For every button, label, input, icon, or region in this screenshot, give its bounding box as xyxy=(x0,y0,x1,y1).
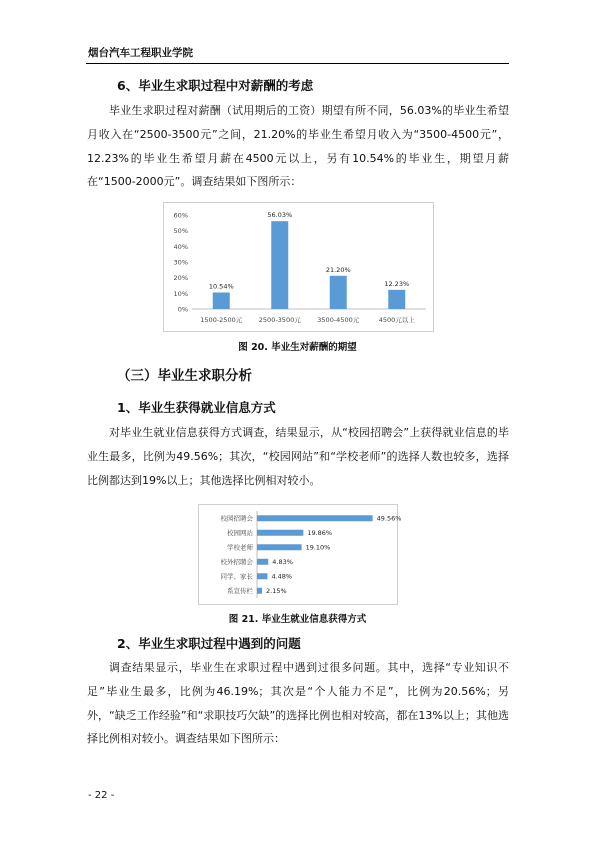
header-rule xyxy=(86,63,509,64)
bar xyxy=(330,276,347,309)
info-source-bar-chart xyxy=(199,505,402,604)
category-label: 校园招聘会 xyxy=(220,514,253,523)
data-label: 56.03% xyxy=(267,211,293,220)
y-tick-label: 10% xyxy=(173,289,188,298)
data-label: 10.54% xyxy=(208,282,234,291)
section-1-heading: 1、毕业生获得就业信息方式 xyxy=(117,400,276,415)
bar xyxy=(257,559,268,565)
category-label: 同学、家长 xyxy=(220,572,253,581)
data-label: 19.10% xyxy=(305,543,331,552)
data-label: 4.83% xyxy=(272,558,293,567)
section-2-paragraph: 调查结果显示，毕业生在求职过程中遇到过很多问题。其中，选择“专业知识不足”毕业生最多，比例为46.19%；其次是“个人能力不足”，比例为20.56%；另外，“缺乏工作经验”和“求职技巧欠缺”的选择比例也相对较高，都在13%以上；其他选择比例相对较小。调查结果如下图所示： xyxy=(87,661,509,746)
section-2-heading: 2、毕业生求职过程中遇到的问题 xyxy=(117,636,301,651)
category-label: 校园网站 xyxy=(227,529,253,538)
bar xyxy=(388,290,405,309)
category-label: 学校老师 xyxy=(227,543,253,552)
section-6-paragraph: 毕业生求职过程对薪酬（试用期后的工资）期望有所不同，56.03%的毕业生希望月收入在“2500-3500元”之间，21.20%的毕业生希望月收入为“3500-4500元”，12.23%的毕业生希望月薪在4500元以上，另有10.54%的毕业生，期望月薪在“1500-2000元”。调查结果如下图所示： xyxy=(87,104,509,189)
salary-bar-chart xyxy=(164,203,433,331)
y-tick-label: 40% xyxy=(173,242,188,251)
x-tick-label: 2500-3500元 xyxy=(258,316,301,324)
section-6-heading: 6、毕业生求职过程中对薪酬的考虑 xyxy=(117,78,314,93)
data-label: 2.15% xyxy=(266,587,287,596)
data-label: 12.23% xyxy=(384,279,410,288)
y-tick-label: 0% xyxy=(177,305,188,314)
bar xyxy=(257,588,262,594)
y-tick-label: 30% xyxy=(173,258,188,267)
bar xyxy=(257,544,302,550)
data-label: 49.56% xyxy=(376,514,402,523)
x-tick-label: 1500-2500元 xyxy=(200,316,243,324)
page-number: - 22 - xyxy=(88,790,115,801)
x-tick-label: 4500元以上 xyxy=(378,316,415,324)
bar xyxy=(257,573,267,579)
bar xyxy=(271,221,288,309)
bar xyxy=(213,292,230,309)
page-header-title: 烟台汽车工程职业学院 xyxy=(88,47,193,59)
section-1-paragraph: 对毕业生就业信息获得方式调查，结果显示，从“校园招聘会”上获得就业信息的毕业生最多，比例为49.56%；其次，“校园网站”和“学校老师”的选择人数也较多，选择比例都达到19%以上；其他选择比例相对较小。 xyxy=(87,426,509,487)
figure-20-caption: 图 20. 毕业生对薪酬的期望 xyxy=(238,342,357,353)
category-label: 校外招聘会 xyxy=(220,558,253,567)
data-label: 19.86% xyxy=(307,529,333,538)
data-label: 4.48% xyxy=(271,572,293,581)
data-label: 21.20% xyxy=(325,265,351,274)
info-source-chart xyxy=(198,504,402,605)
figure-21-caption: 图 21. 毕业生就业信息获得方式 xyxy=(228,614,367,625)
bar xyxy=(257,515,373,521)
salary-chart xyxy=(163,202,434,332)
x-tick-label: 3500-4500元 xyxy=(317,316,360,324)
y-tick-label: 20% xyxy=(173,274,188,283)
part-3-heading: （三）毕业生求职分析 xyxy=(117,368,252,384)
y-tick-label: 50% xyxy=(173,227,188,236)
y-tick-label: 60% xyxy=(173,211,188,220)
bar xyxy=(257,530,303,536)
category-label: 系宣传栏 xyxy=(227,587,253,596)
